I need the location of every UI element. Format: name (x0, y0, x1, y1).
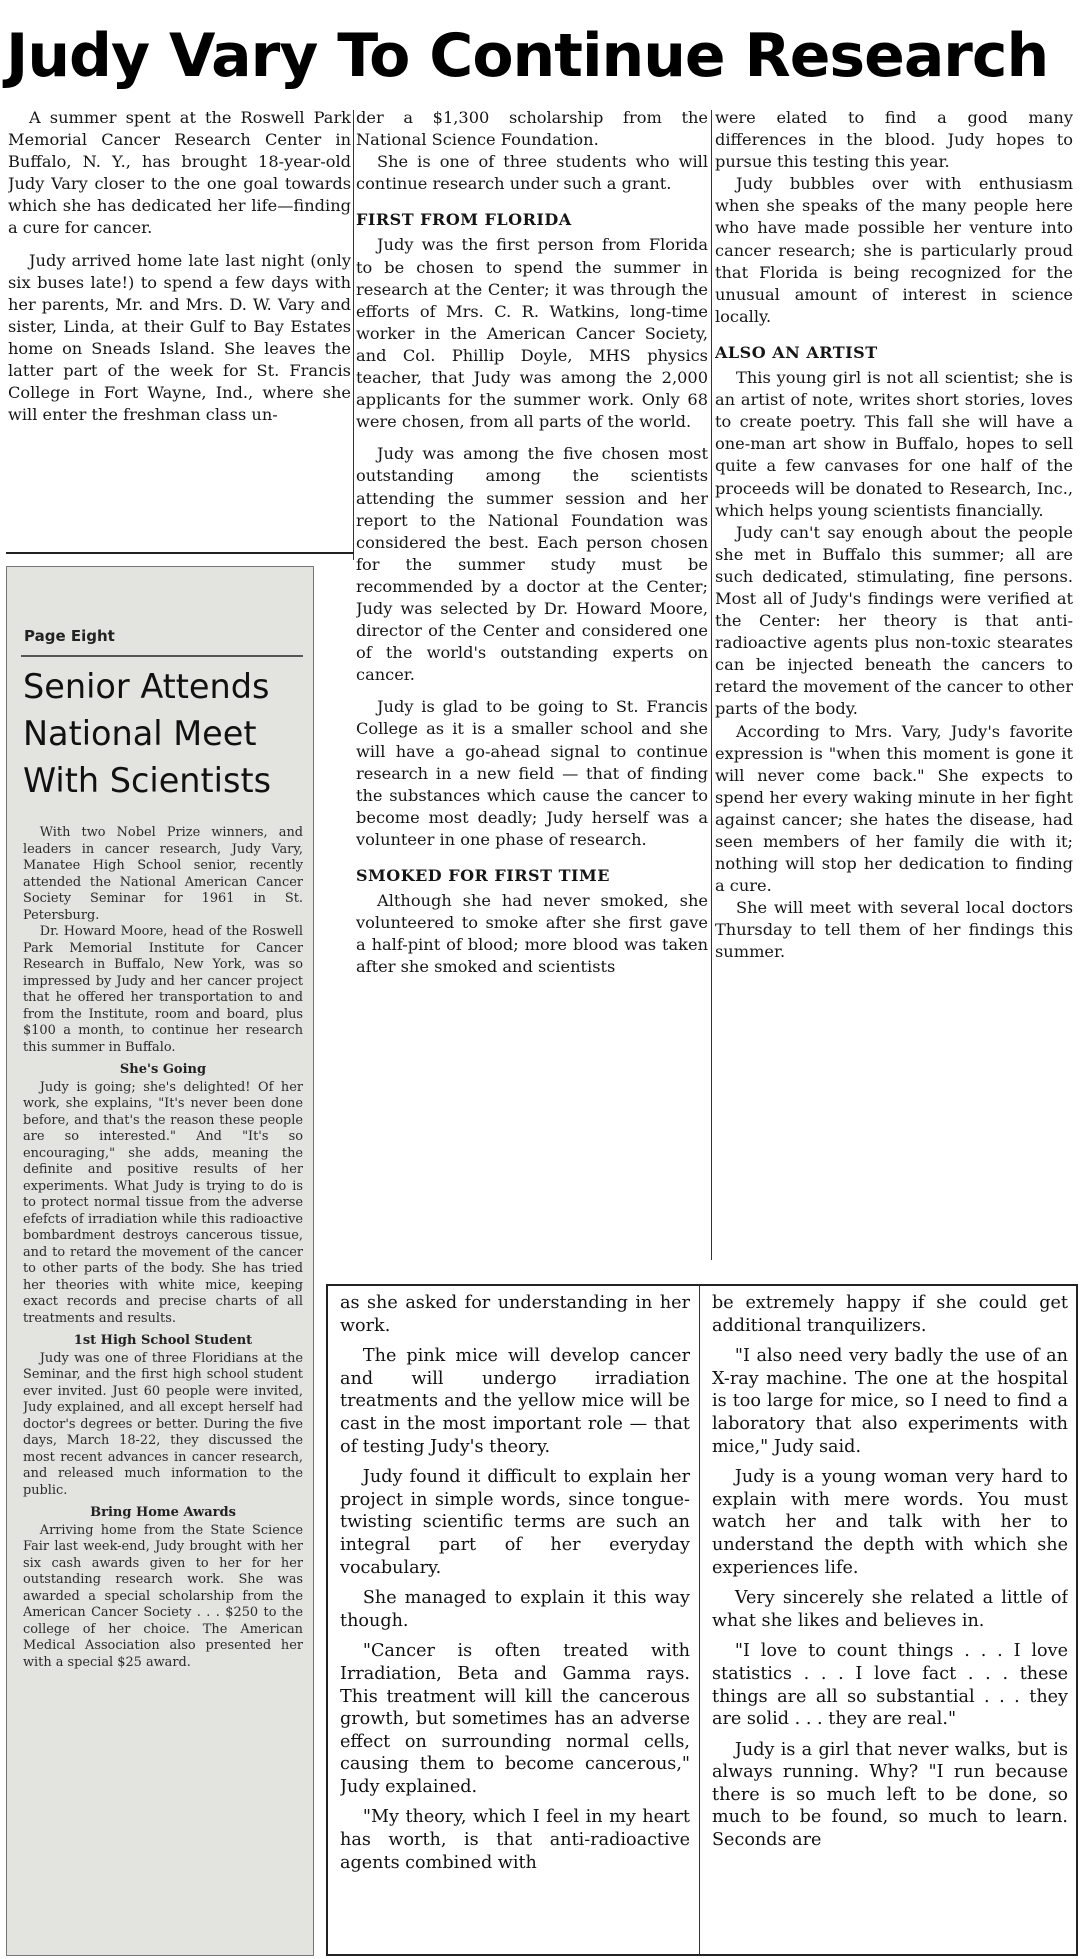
paragraph: Very sincerely she related a little of what she likes and believes in. (712, 1588, 1068, 1631)
paragraph: Judy can't say enough about the people she met in Buffalo this summer; all are such dedicated, stimulating, fine persons. Most all of Judy's findings were verified at the Center: her theory is that anti-radioactive agents plus non-toxic stearates can be injected beneath the cancers to retard the movement of the cancer to other parts of the body. (715, 522, 1073, 719)
section-heading: SMOKED FOR FIRST TIME (356, 866, 610, 885)
inset-divider (21, 655, 303, 657)
paragraph: She will meet with several local doctors Thursday to tell them of her findings this summer. (715, 898, 1073, 962)
inset-title-line: National Meet (23, 714, 257, 753)
continuation-box (326, 1284, 1078, 1956)
paragraph: This young girl is not all scientist; she is an artist of note, writes short stories, loves to create poetry. This fall she will have a one-man art show in Buffalo, hopes to sell quite a few canvases for one half of the proceeds will be donated to Research, Inc., which helps young scientists financially. (715, 368, 1073, 520)
section-heading: ALSO AN ARTIST (715, 342, 878, 362)
paragraph: Although she had never smoked, she volunteered to smoke after she first gave a half-pint of blood; more blood was taken after she smoked and scientists (356, 891, 708, 977)
inset-body (23, 825, 303, 1950)
paragraph: be extremely happy if she could get additional tranquilizers. (712, 1293, 1068, 1336)
article-column-1 (8, 107, 351, 547)
box-column-right (712, 1292, 1068, 1952)
column-1-bottom-rule (6, 552, 354, 554)
headline: Judy Vary To Continue Research (6, 21, 1049, 91)
paragraph: She is one of three students who will continue research under such a grant. (356, 152, 708, 194)
subheading: Bring Home Awards (90, 1505, 236, 1520)
paragraph: "My theory, which I feel in my heart has worth, is that anti-radioactive agents combined with (340, 1807, 690, 1873)
article-column-2 (356, 107, 708, 1257)
paragraph: Judy is a young woman very hard to explain with mere words. You must watch her and talk with her to understand the depth with which she experiences life. (712, 1467, 1068, 1578)
subheading: 1st High School Student (73, 1333, 253, 1348)
inset-title-line: With Scientists (23, 761, 272, 800)
inset-clipping (6, 566, 314, 1956)
paragraph: Dr. Howard Moore, head of the Roswell Park Memorial Institute for Cancer Research in Buffalo, New York, was so impressed by Judy and her cancer project that he offered her transportation to and from the Institute, room and board, plus $100 a month, to continue her research this summer in Buffalo. (23, 924, 303, 1055)
paragraph: "Cancer is often treated with Irradiation, Beta and Gamma rays. This treatment will kill the cancerous growth, but sometimes has an adverse effect on surrounding normal cells, causing them to become cancerous," Judy explained. (340, 1641, 690, 1797)
paragraph: der a $1,300 scholarship from the National Science Foundation. (356, 108, 708, 150)
subheading: She's Going (119, 1062, 207, 1077)
inset-title-line: Senior Attends (23, 667, 270, 706)
paragraph: The pink mice will develop cancer and will undergo irradiation treatments and the yellow mice will be cast in the most important role — that of testing Judy's theory. (340, 1346, 690, 1457)
paragraph: "I love to count things . . . I love statistics . . . I love fact . . . these things are all so substantial . . . they are solid . . . they are real." (712, 1641, 1068, 1730)
paragraph: Judy is going; she's delighted! Of her work, she explains, "It's never been done before, and that's the reason these people are so interested." And "It's so encouraging," she adds, meaning the definite and positive results of her experiments. What Judy is trying to do is to protect normal tissue from the adverse efefcts of irradiation while this radioactive bombardment destroys cancerous tissue, and to retard the movement of the cancer to other parts of the body. She has tried her theories with white mice, keeping exact records and precise charts of all treatments and results. (23, 1079, 303, 1326)
inset-title (23, 663, 308, 804)
paragraph: were elated to find a good many differences in the blood. Judy hopes to pursue this testing this year. (715, 108, 1073, 172)
paragraph: With two Nobel Prize winners, and leaders in cancer research, Judy Vary, Manatee High School senior, recently attended the National American Cancer Society Seminar for 1961 in St. Petersburg. (23, 825, 303, 923)
paragraph: as she asked for understanding in her work. (340, 1293, 690, 1336)
column-rule-1 (353, 110, 354, 560)
paragraph: Judy is glad to be going to St. Francis College as it is a smaller school and she will have a go-ahead signal to continue research in a new field — that of finding the substances which cause the cancer to become most deadly; Judy herself was a volunteer in one phase of research. (356, 697, 708, 849)
box-divider (699, 1286, 700, 1954)
paragraph: Judy was the first person from Florida to be chosen to spend the summer in research at the Center; it was through the efforts of Mrs. C. R. Watkins, long-time worker in the American Cancer Society, and Col. Phillip Doyle, MHS physics teacher, that Judy was among the 2,000 applicants for the summer work. Only 68 were chosen, from all parts of the world. (356, 235, 708, 432)
page-label: Page Eight (24, 627, 115, 645)
paragraph: Judy is a girl that never walks, but is always running. Why? "I run because there is so much left to be done, so much to be found, so much to learn. Seconds are (712, 1739, 1068, 1851)
paragraph: Judy was among the five chosen most outstanding among the scientists attending the summer session and her report to the National Foundation was considered the best. Each person chosen for the summer study must be recommended by a doctor at the Center; Judy was selected by Dr. Howard Moore, director of the Center and considered one of the world's outstanding experts on cancer. (356, 444, 708, 685)
paragraph: A summer spent at the Roswell Park Memorial Cancer Research Center in Buffalo, N. Y., has brought 18-year-old Judy Vary closer to the one goal towards which she has dedicated her life—finding a cure for cancer. (8, 108, 351, 238)
paragraph: "I also need very badly the use of an X-ray machine. The one at the hospital is too large for mice, so I need to find a laboratory that also experiments with mice," Judy said. (712, 1346, 1068, 1457)
section-heading: FIRST FROM FLORIDA (356, 210, 572, 230)
paragraph: According to Mrs. Vary, Judy's favorite expression is "when this moment is gone it will never come back." She expects to spend her every waking minute in her fight against cancer; she hates the disease, had seen members of her family die with it; nothing will stop her dedication to finding a cure. (715, 721, 1073, 896)
column-rule-2 (711, 110, 712, 1260)
paragraph: Judy was one of three Floridians at the Seminar, and the first high school student ever invited. Just 60 people were invited, Judy explained, and all except herself had doctor's degrees or better. During the five days, March 18-22, they discussed the most recent advances in cancer research, and released much information to the public. (23, 1350, 303, 1498)
paragraph: She managed to explain it this way though. (340, 1588, 690, 1631)
paragraph: Judy bubbles over with enthusiasm when she speaks of the many people here who have made possible her venture into cancer research; she is particularly proud that Florida is being recognized for the unusual amount of interest in science locally. (715, 174, 1073, 326)
paragraph: Arriving home from the State Science Fair last week-end, Judy brought with her six cash awards given to her for her outstanding research work. She was awarded a special scholarship from the American Cancer Society . . . $250 to the college of her choice. The American Medical Association also presented her with a special $25 award. (23, 1522, 303, 1670)
paragraph: Judy found it difficult to explain her project in simple words, since tongue-twisting scientific terms are such an integral part of her everyday vocabulary. (340, 1467, 690, 1578)
box-column-left (340, 1292, 690, 1952)
paragraph: Judy arrived home late last night (only six buses late!) to spend a few days with her parents, Mr. and Mrs. D. W. Vary and sister, Linda, at their Gulf to Bay Estates home on Sneads Island. She leaves the latter part of the week for St. Francis College in Fort Wayne, Ind., where she will enter the freshman class un- (8, 250, 351, 425)
article-column-3 (715, 107, 1073, 1257)
